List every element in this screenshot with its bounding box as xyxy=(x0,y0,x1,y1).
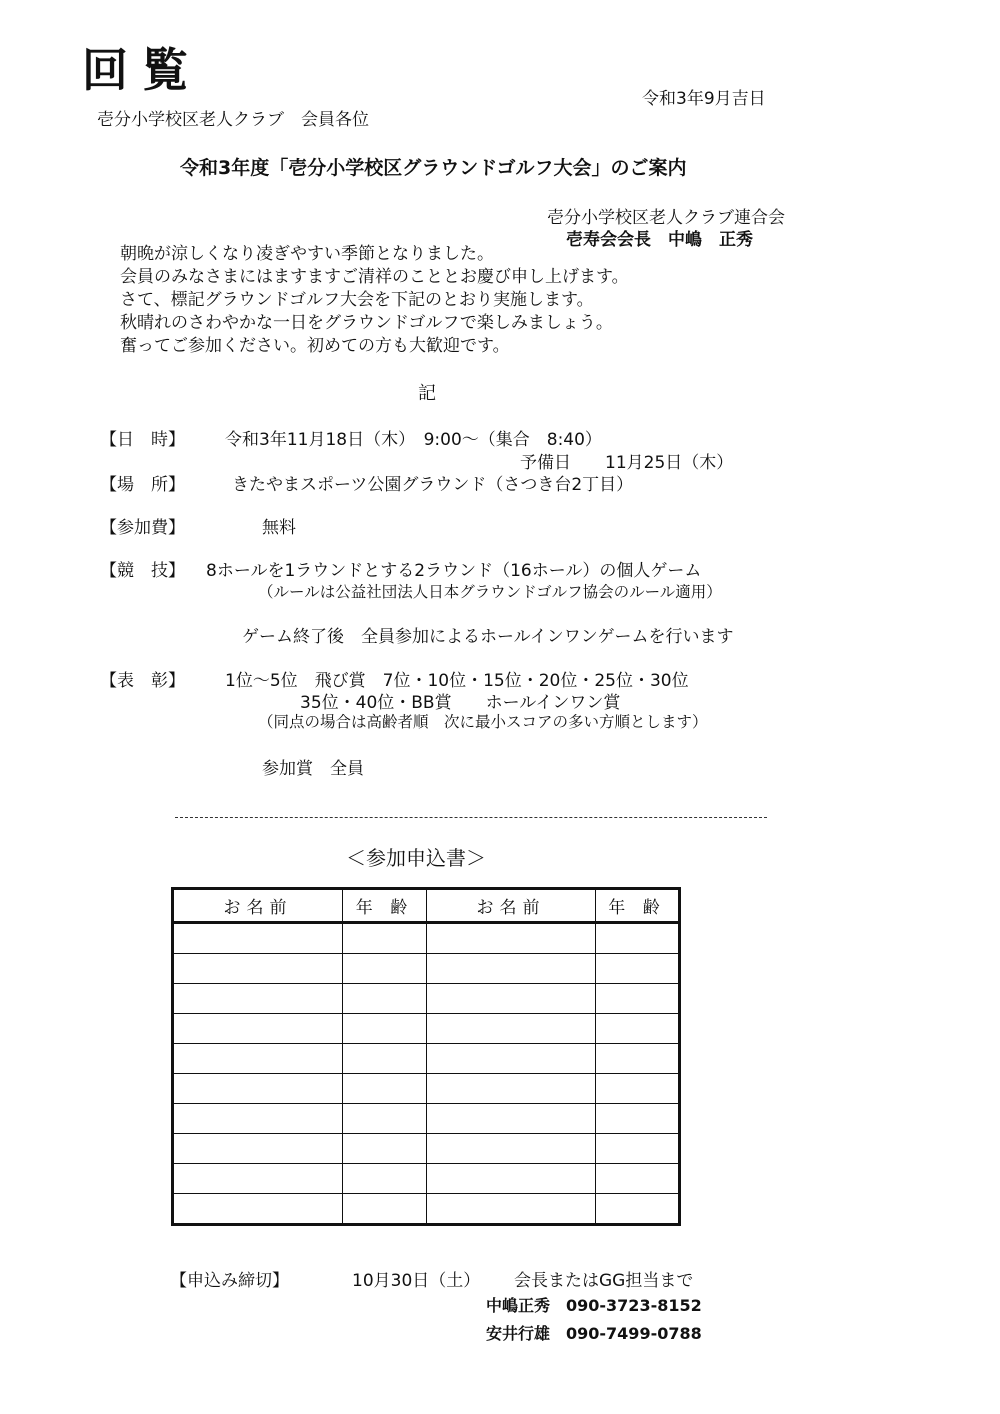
place-label: 【場 所】 xyxy=(100,475,185,495)
recipient: 壱分小学校区老人クラブ 会員各位 xyxy=(97,110,369,130)
greeting-line: 朝晩が涼しくなり凌ぎやすい季節となりました。 xyxy=(120,244,494,264)
age-cell[interactable] xyxy=(596,923,680,954)
name-cell[interactable] xyxy=(427,1014,596,1044)
name-cell[interactable] xyxy=(173,1044,343,1074)
award-note: （同点の場合は高齢者順 次に最小スコアの多い方順とします） xyxy=(258,713,708,731)
event-label: 【競 技】 xyxy=(100,561,185,581)
table-row xyxy=(173,1164,680,1194)
contact-1: 中嶋正秀 090-3723-8152 xyxy=(486,1296,702,1315)
age-column-header: 年 齢 xyxy=(596,889,680,923)
name-cell[interactable] xyxy=(173,1104,343,1134)
table-row xyxy=(173,1134,680,1164)
name-cell[interactable] xyxy=(427,1164,596,1194)
age-cell[interactable] xyxy=(343,1014,427,1044)
age-cell[interactable] xyxy=(343,1074,427,1104)
name-cell[interactable] xyxy=(427,1074,596,1104)
age-cell[interactable] xyxy=(343,1134,427,1164)
table-row xyxy=(173,1074,680,1104)
age-cell[interactable] xyxy=(596,1014,680,1044)
age-cell[interactable] xyxy=(596,1164,680,1194)
age-cell[interactable] xyxy=(596,1104,680,1134)
name-cell[interactable] xyxy=(427,954,596,984)
age-cell[interactable] xyxy=(596,1134,680,1164)
name-cell[interactable] xyxy=(173,923,343,954)
event-value: 8ホールを1ラウンドとする2ラウンド（16ホール）の個人ゲーム xyxy=(206,561,702,581)
award-line2: 35位・40位・BB賞 ホールインワン賞 xyxy=(300,693,621,713)
name-cell[interactable] xyxy=(173,1074,343,1104)
registration-table xyxy=(171,887,681,1226)
table-row xyxy=(173,1104,680,1134)
organization: 壱分小学校区老人クラブ連合会 xyxy=(547,208,785,228)
award-label: 【表 彰】 xyxy=(100,671,185,691)
age-cell[interactable] xyxy=(596,1044,680,1074)
deadline-date: 10月30日（土） xyxy=(352,1271,481,1291)
age-cell[interactable] xyxy=(343,1104,427,1134)
table-row xyxy=(173,954,680,984)
name-cell[interactable] xyxy=(173,984,343,1014)
deadline-label: 【申込み締切】 xyxy=(170,1271,289,1291)
age-cell[interactable] xyxy=(596,1074,680,1104)
table-header-row xyxy=(173,889,680,923)
award-line1: 1位～5位 飛び賞 7位・10位・15位・20位・25位・30位 xyxy=(225,671,689,691)
greeting-line: 秋晴れのさわやかな一日をグラウンドゴルフで楽しみましょう。 xyxy=(120,313,613,333)
deadline-to: 会長またはGG担当まで xyxy=(514,1271,694,1291)
event-extra: ゲーム終了後 全員参加によるホールインワンゲームを行います xyxy=(242,627,734,647)
name-cell[interactable] xyxy=(427,1134,596,1164)
name-cell[interactable] xyxy=(427,1194,596,1225)
place-value: きたやまスポーツ公園グラウンド（さつき台2丁目） xyxy=(232,475,634,495)
age-cell[interactable] xyxy=(596,954,680,984)
name-cell[interactable] xyxy=(173,1134,343,1164)
name-cell[interactable] xyxy=(173,1014,343,1044)
name-cell[interactable] xyxy=(427,1104,596,1134)
greeting-line: さて、標記グラウンドゴルフ大会を下記のとおり実施します。 xyxy=(120,290,594,310)
age-cell[interactable] xyxy=(343,984,427,1014)
fee-value: 無料 xyxy=(262,518,296,538)
greeting xyxy=(120,243,629,358)
ki-heading: 記 xyxy=(418,383,436,404)
table-row xyxy=(173,984,680,1014)
award-extra: 参加賞 全員 xyxy=(262,759,364,779)
president: 壱寿会会長 中嶋 正秀 xyxy=(566,230,753,250)
event-note: （ルールは公益社団法人日本グラウンドゴルフ協会のルール適用） xyxy=(258,583,722,601)
form-title: ＜参加申込書＞ xyxy=(346,846,486,870)
issue-date: 令和3年9月吉日 xyxy=(642,89,766,109)
contact-2: 安井行雄 090-7499-0788 xyxy=(486,1324,702,1343)
fee-label: 【参加費】 xyxy=(100,518,185,538)
reserve-day: 予備日 11月25日（木） xyxy=(520,453,734,473)
cut-line xyxy=(175,817,767,818)
age-cell[interactable] xyxy=(343,954,427,984)
age-cell[interactable] xyxy=(343,1164,427,1194)
name-cell[interactable] xyxy=(173,954,343,984)
age-cell[interactable] xyxy=(343,1044,427,1074)
document-title: 令和3年度「壱分小学校区グラウンドゴルフ大会」のご案内 xyxy=(180,157,687,179)
name-cell[interactable] xyxy=(427,923,596,954)
name-cell[interactable] xyxy=(173,1164,343,1194)
name-cell[interactable] xyxy=(427,984,596,1014)
name-column-header: お名前 xyxy=(427,889,596,923)
greeting-line: 会員のみなさまにはますますご清祥のこととお慶び申し上げます。 xyxy=(120,267,629,287)
age-cell[interactable] xyxy=(343,1194,427,1225)
datetime-value: 令和3年11月18日（木） 9:00～（集合 8:40） xyxy=(225,430,602,450)
table-row xyxy=(173,1044,680,1074)
greeting-line: 奮ってご参加ください。初めての方も大歓迎です。 xyxy=(120,336,510,356)
age-cell[interactable] xyxy=(596,1194,680,1225)
age-cell[interactable] xyxy=(343,923,427,954)
kairan-heading: 回覧 xyxy=(82,43,202,97)
name-column-header: お名前 xyxy=(173,889,343,923)
table-row xyxy=(173,1194,680,1225)
name-cell[interactable] xyxy=(173,1194,343,1225)
table-row xyxy=(173,923,680,954)
table-row xyxy=(173,1014,680,1044)
age-cell[interactable] xyxy=(596,984,680,1014)
age-column-header: 年 齢 xyxy=(343,889,427,923)
datetime-label: 【日 時】 xyxy=(100,430,185,450)
name-cell[interactable] xyxy=(427,1044,596,1074)
